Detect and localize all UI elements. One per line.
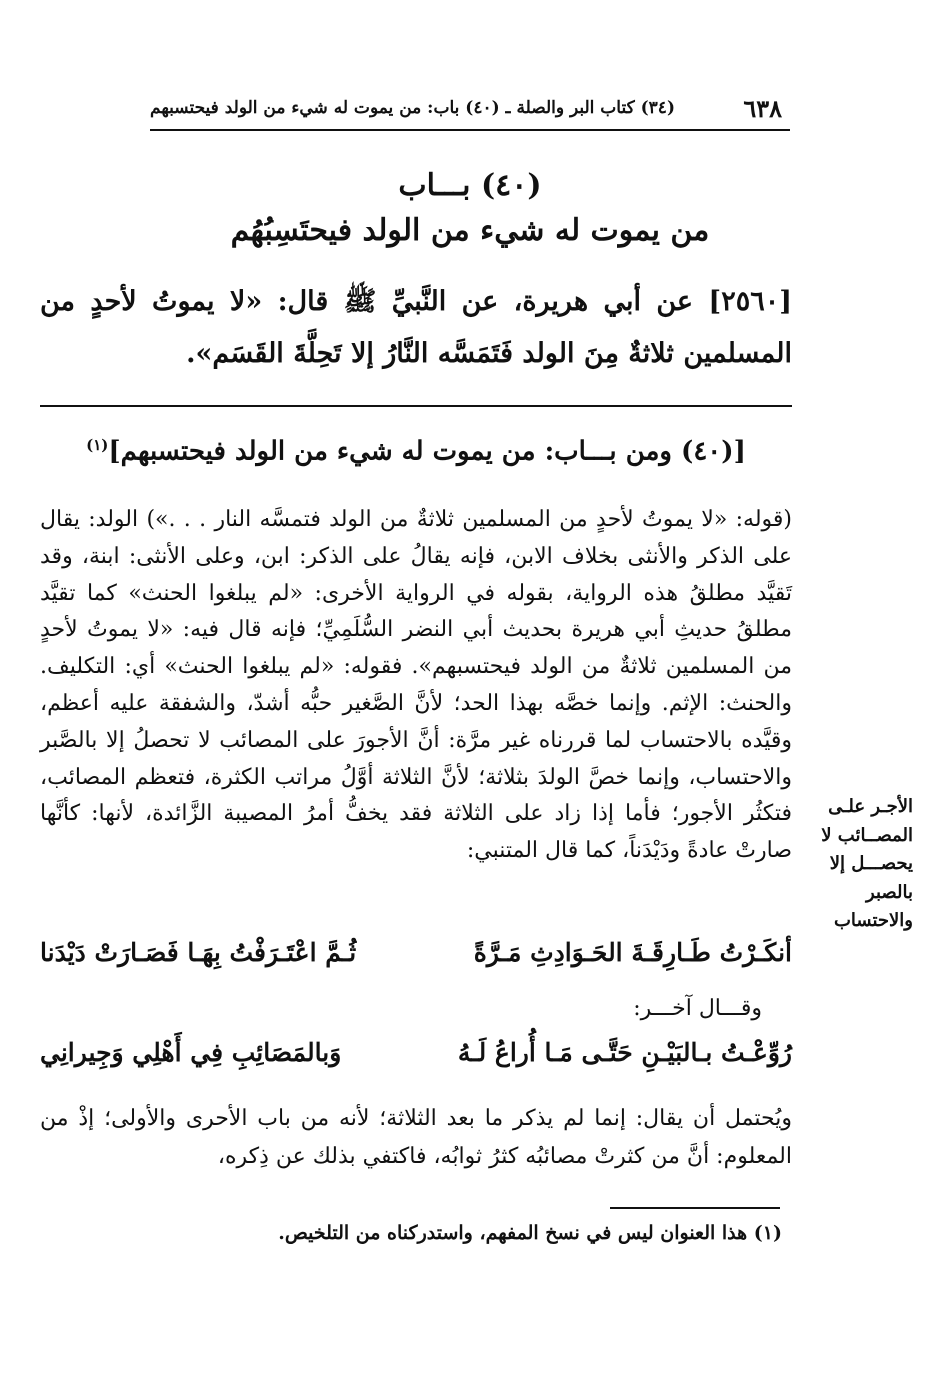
margin-note-line: والاحتساب: [833, 910, 913, 931]
margin-note-line: يحصـــل إلا: [829, 853, 913, 874]
running-header-title: (٣٤) كتاب البر والصلة ـ (٤٠) باب: من يموت له شيء من الولد فيحتسبهم: [150, 98, 675, 118]
verse-1-first-hemistich: أنكَـرْتُ طَـارِقَـةَ الحَـوَادِثِ مَـرَّةً: [473, 938, 792, 967]
section-divider: [40, 405, 792, 407]
verse-2-second-hemistich: وَبالمَصَائِبِ فِي أَهْلِي وَجِيرانِي: [40, 1038, 342, 1067]
chapter-title: من يموت له شيء من الولد فيحتَسِبُهُم: [230, 213, 710, 248]
footnote-rule: [610, 1207, 780, 1209]
running-header: [150, 94, 790, 128]
commentary-title-text: [(٤٠) ومن بـــاب: من يموت له شيء من الولد فيحتسبهم]: [108, 436, 746, 467]
commentary-title: [40, 436, 792, 467]
footnote: (١) هذا العنوان ليس في نسخ المفهم، واستدركناه من التلخيص.: [278, 1222, 782, 1244]
verse-1-second-hemistich: ثُـمَّ اعْتَـرَفْتُ بِهَـا فَصَـارَتْ دَيْدَنا: [40, 938, 357, 967]
chapter-number: (٤٠) بـــاب: [398, 168, 542, 203]
margin-note-line: الأجـر علـى: [828, 796, 913, 817]
verse-intro: وقـــال آخـــر:: [633, 996, 762, 1021]
hadith-text: [٢٥٦٠] عن أبي هريرة، عن النَّبيِّ ﷺ قال: «لا يموتُ لأحدٍ من المسلمين ثلاثةٌ مِنَ الولد فَتَمَسَّه النَّارُ إلا تَحِلَّةَ القَسَم».: [40, 286, 792, 369]
poem-verse-1: [40, 938, 792, 978]
margin-note: [803, 793, 913, 936]
margin-note-line: بالصبر: [866, 881, 913, 903]
page-number: ٦٣٨: [743, 94, 782, 123]
footnote-reference: (١): [86, 436, 109, 454]
poem-verse-2: [40, 1038, 792, 1078]
verse-2-first-hemistich: رُوِّعْـتُ بـالبَيْـنِ حَتَّـى مَـا أُراعُ لَـهُ: [457, 1038, 792, 1067]
margin-note-line: المصــائب لا: [821, 824, 913, 846]
commentary-paragraph-2: ويُحتمل أن يقال: إنما لم يذكر ما بعد الثلاثة؛ لأنه من باب الأحرى والأولى؛ إذْ من المعلوم: أنَّ من كثرتْ مصائبُه كثرُ ثوابُه، فاكتفي بذلك عن ذِكره،: [40, 1106, 792, 1169]
commentary-paragraph: (قوله: «لا يموتُ لأحدٍ من المسلمين ثلاثةٌ من الولد فتمسَّه النار . . .») الولد: يقال على الذكر والأنثى بخلاف الابن، فإنه يقالُ على الذكر: ابن، وعلى الأنثى: ابنة، وقد تَقيَّد مطلقُ هذه الرواية، بقوله في الرواية الأخرى: «لم يبلغوا الحنث» كما تقيَّد مطلقُ حديثِ أبي هريرة بحديث أبي النضر السُّلَمِيِّ؛ فإنه قال فيه: «لا يموتُ لأحدٍ من المسلمين ثلاثةٌ من الولد فيحتسبهم». فقوله: «لم يبلغوا الحنث» أي: التكليف. والحنث: الإثم. وإنما خصَّه بهذا الحد؛ لأنَّ الصَّغير حبُّه أشدّ، والشفقة عليه أعظم، وقيَّده بالاحتساب لما قررناه غير مرَّة: أنَّ الأجورَ على المصائب لا تحصلُ إلا بالصَّبر والاحتساب، وإنما خصَّ الولدَ بثلاثة؛ لأنَّ الثلاثة أوَّلُ مراتب الكثرة، فتعظم المصائب، فتكثُر الأجور؛ فأما إذا زاد على الثلاثة فقد يخفُّ أمرُ المصيبة الزَّائدة، لأنها: كأنَّها صارتْ عادةً ودَيْدَناً، كما قال المتنبي:: [40, 507, 792, 864]
header-rule: [150, 129, 790, 131]
